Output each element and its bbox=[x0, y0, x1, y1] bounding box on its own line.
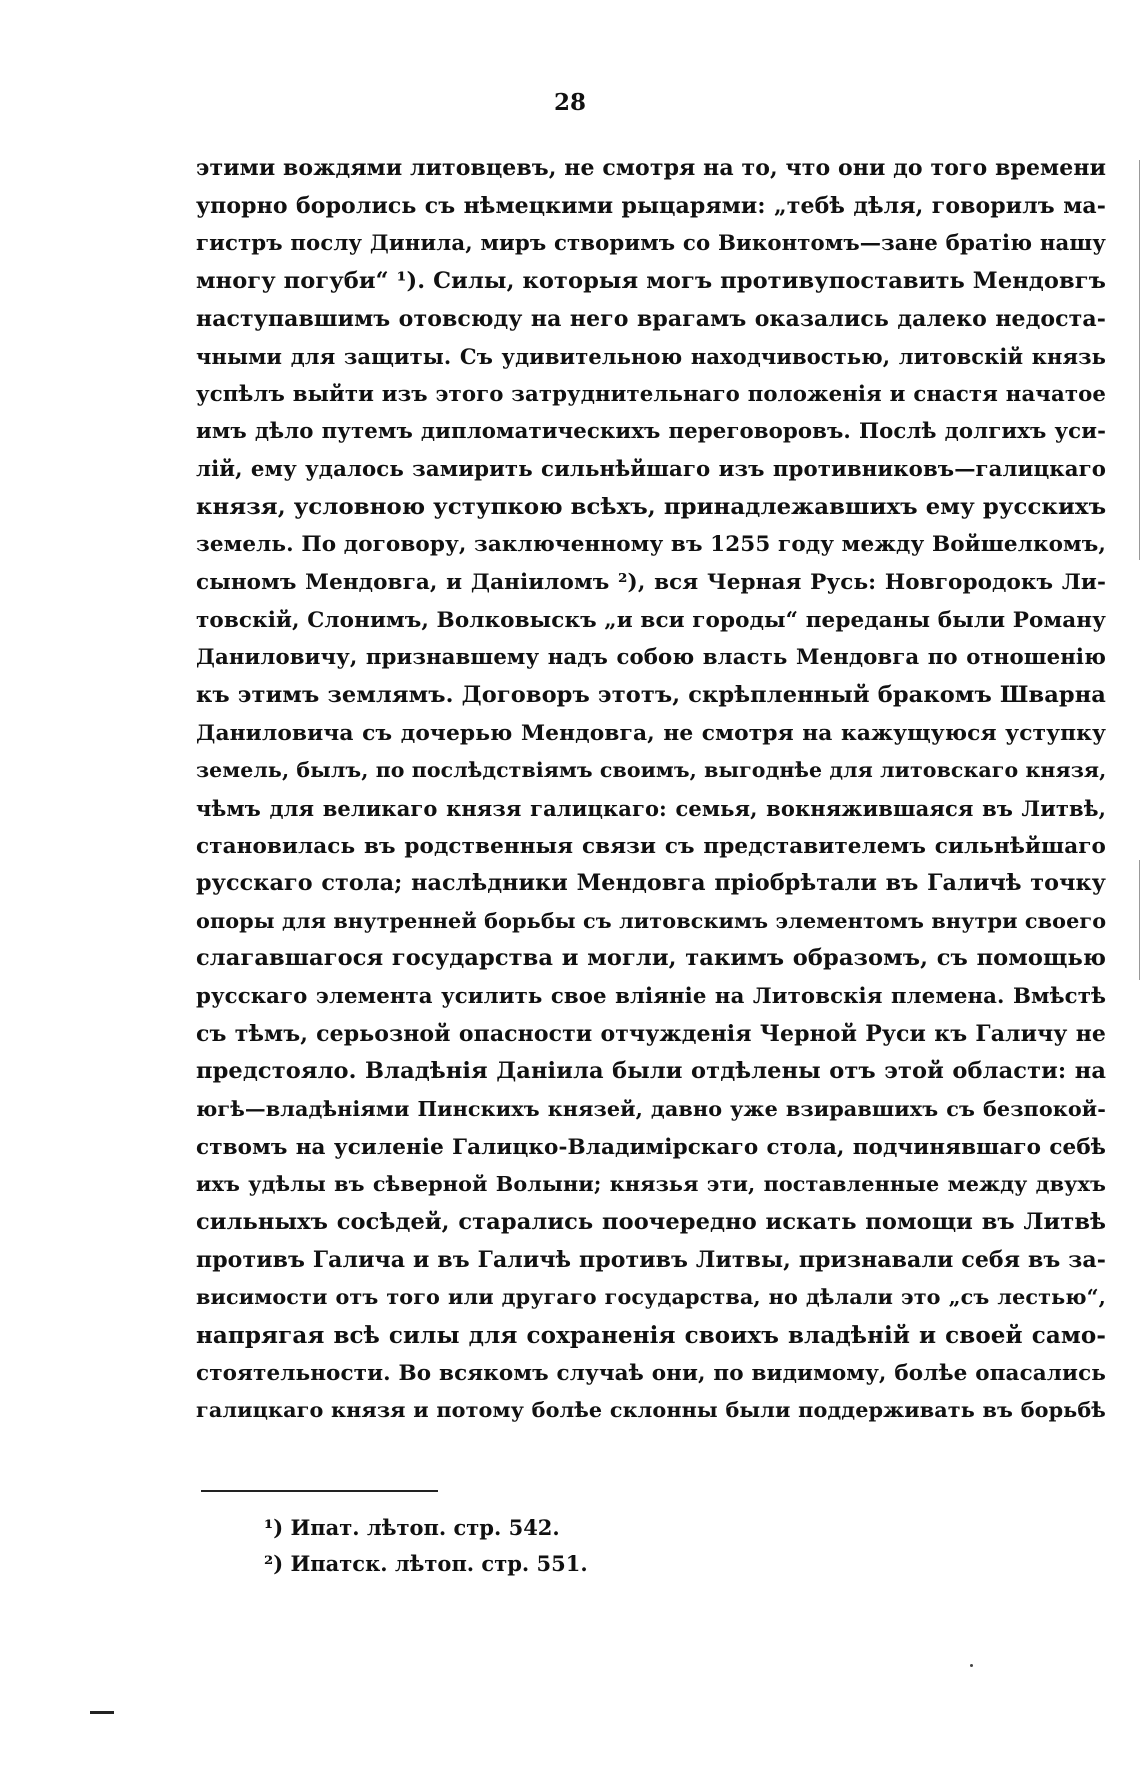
footnotes bbox=[264, 1510, 588, 1582]
text-line: висимости отъ того или другаго государства, но дѣлали это „съ лестью“, bbox=[196, 1285, 1106, 1310]
text-line: къ этимъ землямъ. Договоръ этотъ, скрѣпленный бракомъ Шварна bbox=[196, 681, 1106, 708]
text-line: земель. По договору, заключенному въ 1255 году между Войшелкомъ, bbox=[196, 532, 1106, 558]
text-line: противъ Галича и въ Галичѣ противъ Литвы, признавали себя въ за- bbox=[196, 1246, 1106, 1273]
text-line: съ тѣмъ, серьозной опасности отчужденія Черной Руси къ Галичу не bbox=[196, 1020, 1106, 1047]
text-line: князя, условною уступкою всѣхъ, принадлежавшихъ ему русскихъ bbox=[196, 493, 1107, 520]
text-line: русскаго стола; наслѣдники Мендовга пріобрѣтали въ Галичѣ точку bbox=[196, 870, 1106, 897]
footnote: ²) Ипатск. лѣтоп. стр. 551. bbox=[264, 1551, 588, 1576]
text-line: лій, ему удалось замирить сильнѣйшаго изъ противниковъ—галицкаго bbox=[196, 457, 1106, 483]
page-number: 28 bbox=[553, 89, 586, 116]
text-line: сыномъ Мендовга, и Даніиломъ ²), вся Черная Русь: Новгородокъ Ли- bbox=[196, 570, 1106, 596]
text-line: земель, былъ, по послѣдствіямъ своимъ, выгоднѣе для литовскаго князя, bbox=[196, 758, 1107, 783]
text-line: чными для защиты. Съ удивительною находчивостью, литовскій князь bbox=[196, 344, 1106, 370]
text-line: слагавшагося государства и могли, такимъ образомъ, съ помощью bbox=[196, 945, 1106, 972]
text-line: опоры для внутренней борьбы съ литовскимъ элементомъ внутри своего bbox=[196, 908, 1107, 933]
text-line: стоятельности. Во всякомъ случаѣ они, по видимому, болѣе опасались bbox=[196, 1360, 1106, 1386]
text-line: Даниловичу, признавшему надъ собою власть Мендовга по отношенію bbox=[196, 645, 1106, 671]
text-line: наступавшимъ отовсюду на него врагамъ оказались далеко недоста- bbox=[196, 305, 1106, 332]
footnote-separator bbox=[201, 1490, 438, 1492]
text-line: успѣлъ выйти изъ этого затруднительнаго положенія и снастя начатое bbox=[196, 381, 1106, 407]
text-line: чѣмъ для великаго князя галицкаго: семья, вокняжившаяся въ Литвѣ, bbox=[196, 795, 1106, 821]
text-line: ствомъ на усиленіе Галицко-Владимірскаго стола, подчинявшаго себѣ bbox=[196, 1134, 1106, 1160]
text-line: этими вождями литовцевъ, не смотря на то, что они до того времени bbox=[196, 155, 1106, 181]
text-line: ихъ удѣлы въ сѣверной Волыни; князья эти, поставленные между двухъ bbox=[196, 1172, 1106, 1197]
text-line: сильныхъ сосѣдей, старались поочередно искать помощи въ Литвѣ bbox=[196, 1208, 1106, 1235]
text-line: русскаго элемента усилить свое вліяніе на Литовскія племена. Вмѣстѣ bbox=[196, 984, 1106, 1010]
text-line: упорно боролись съ нѣмецкими рыцарями: „тебѣ дѣля, говорилъ ма- bbox=[196, 192, 1106, 219]
scan-speck bbox=[970, 1664, 973, 1667]
text-line: Даниловича съ дочерью Мендовга, не смотря на кажущуюся уступку bbox=[196, 720, 1106, 746]
body-text bbox=[196, 150, 1106, 1430]
text-line: многу погуби“ ¹). Силы, которыя могъ противупоставить Мендовгъ bbox=[196, 267, 1106, 294]
text-line: гистръ послу Динила, миръ створимъ со Викoнтомъ—зане братію нашу bbox=[196, 231, 1106, 257]
text-line: галицкаго князя и потому болѣе склонны были поддерживать въ борьбѣ bbox=[196, 1398, 1106, 1423]
text-line: имъ дѣло путемъ дипломатическихъ переговоровъ. Послѣ долгихъ уси- bbox=[196, 419, 1106, 445]
footnote: ¹) Ипат. лѣтоп. стр. 542. bbox=[264, 1515, 560, 1540]
margin-dash-mark bbox=[90, 1711, 114, 1714]
text-line: предстояло. Владѣнія Даніила были отдѣлены отъ этой области: на bbox=[196, 1058, 1106, 1085]
text-line: напрягая всѣ силы для сохраненія своихъ владѣній и своей само- bbox=[196, 1321, 1106, 1349]
text-line: становилась въ родственныя связи съ представителемъ сильнѣйшаго bbox=[196, 833, 1106, 859]
text-line: товскій, Слонимъ, Волковыскъ „и вси городы“ переданы были Роману bbox=[196, 607, 1106, 633]
text-line: югѣ—владѣніями Пинскихъ князей, давно уже взиравшихъ съ безпокой- bbox=[196, 1097, 1106, 1122]
